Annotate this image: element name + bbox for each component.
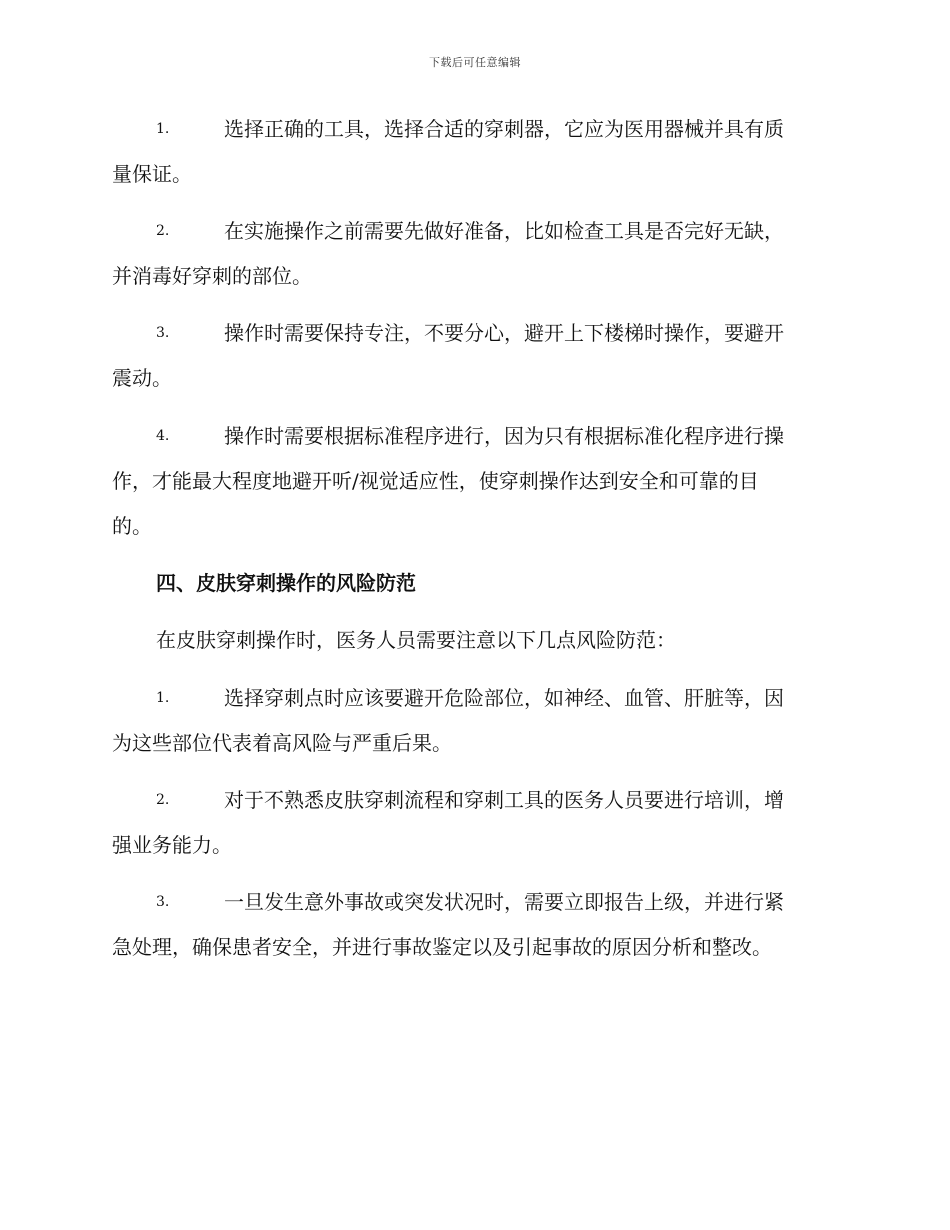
list-item-line: 操作时需要保持专注，不要分心，避开上下楼梯时操作，要避开 [224, 321, 784, 345]
list-item-line: 在实施操作之前需要先做好准备，比如检查工具是否完好无缺， [224, 219, 784, 243]
list-item-number: 1. [156, 690, 170, 706]
list-item-line: 强业务能力。 [112, 833, 232, 857]
list-item-line: 对于不熟悉皮肤穿刺流程和穿刺工具的医务人员要进行培训，增 [224, 788, 784, 812]
list-item-line: 选择穿刺点时应该要避开危险部位，如神经、血管、肝脏等，因 [224, 686, 784, 710]
list-item-line: 作，才能最大程度地避开听/视觉适应性，使穿刺操作达到安全和可靠的目 [112, 469, 759, 493]
section-intro: 在皮肤穿刺操作时，医务人员需要注意以下几点风险防范： [156, 628, 676, 652]
list-item [112, 880, 832, 970]
list-item-line: 操作时需要根据标准程序进行，因为只有根据标准化程序进行操 [224, 424, 784, 448]
list-item-line: 一旦发生意外事故或突发状况时，需要立即报告上级，并进行紧 [224, 890, 784, 914]
list-item [112, 778, 832, 868]
list-item-number: 3. [156, 325, 170, 341]
list-item-number: 3. [156, 894, 170, 910]
list-item-line: 并消毒好穿刺的部位。 [112, 264, 312, 288]
list-item [112, 311, 832, 401]
list-item-number: 1. [156, 121, 170, 137]
list-item-line: 震动。 [112, 366, 172, 390]
list-item-line: 量保证。 [112, 162, 192, 186]
list-item-line: 为这些部位代表着高风险与严重后果。 [112, 731, 452, 755]
page-header: 下载后可任意编辑 [429, 56, 521, 69]
list-item [112, 676, 832, 766]
list-item-line: 选择正确的工具，选择合适的穿刺器，它应为医用器械并具有质 [224, 117, 784, 141]
list-item-number: 4. [156, 428, 170, 444]
list-item [112, 414, 832, 549]
list-item-number: 2. [156, 792, 170, 808]
list-item-number: 2. [156, 223, 170, 239]
list-item-line: 的。 [112, 514, 152, 538]
list-item-line: 急处理，确保患者安全，并进行事故鉴定以及引起事故的原因分析和整改。 [112, 935, 772, 959]
section-heading: 四、皮肤穿刺操作的风险防范 [156, 571, 416, 595]
list-item [112, 107, 832, 197]
list-item [112, 209, 832, 299]
